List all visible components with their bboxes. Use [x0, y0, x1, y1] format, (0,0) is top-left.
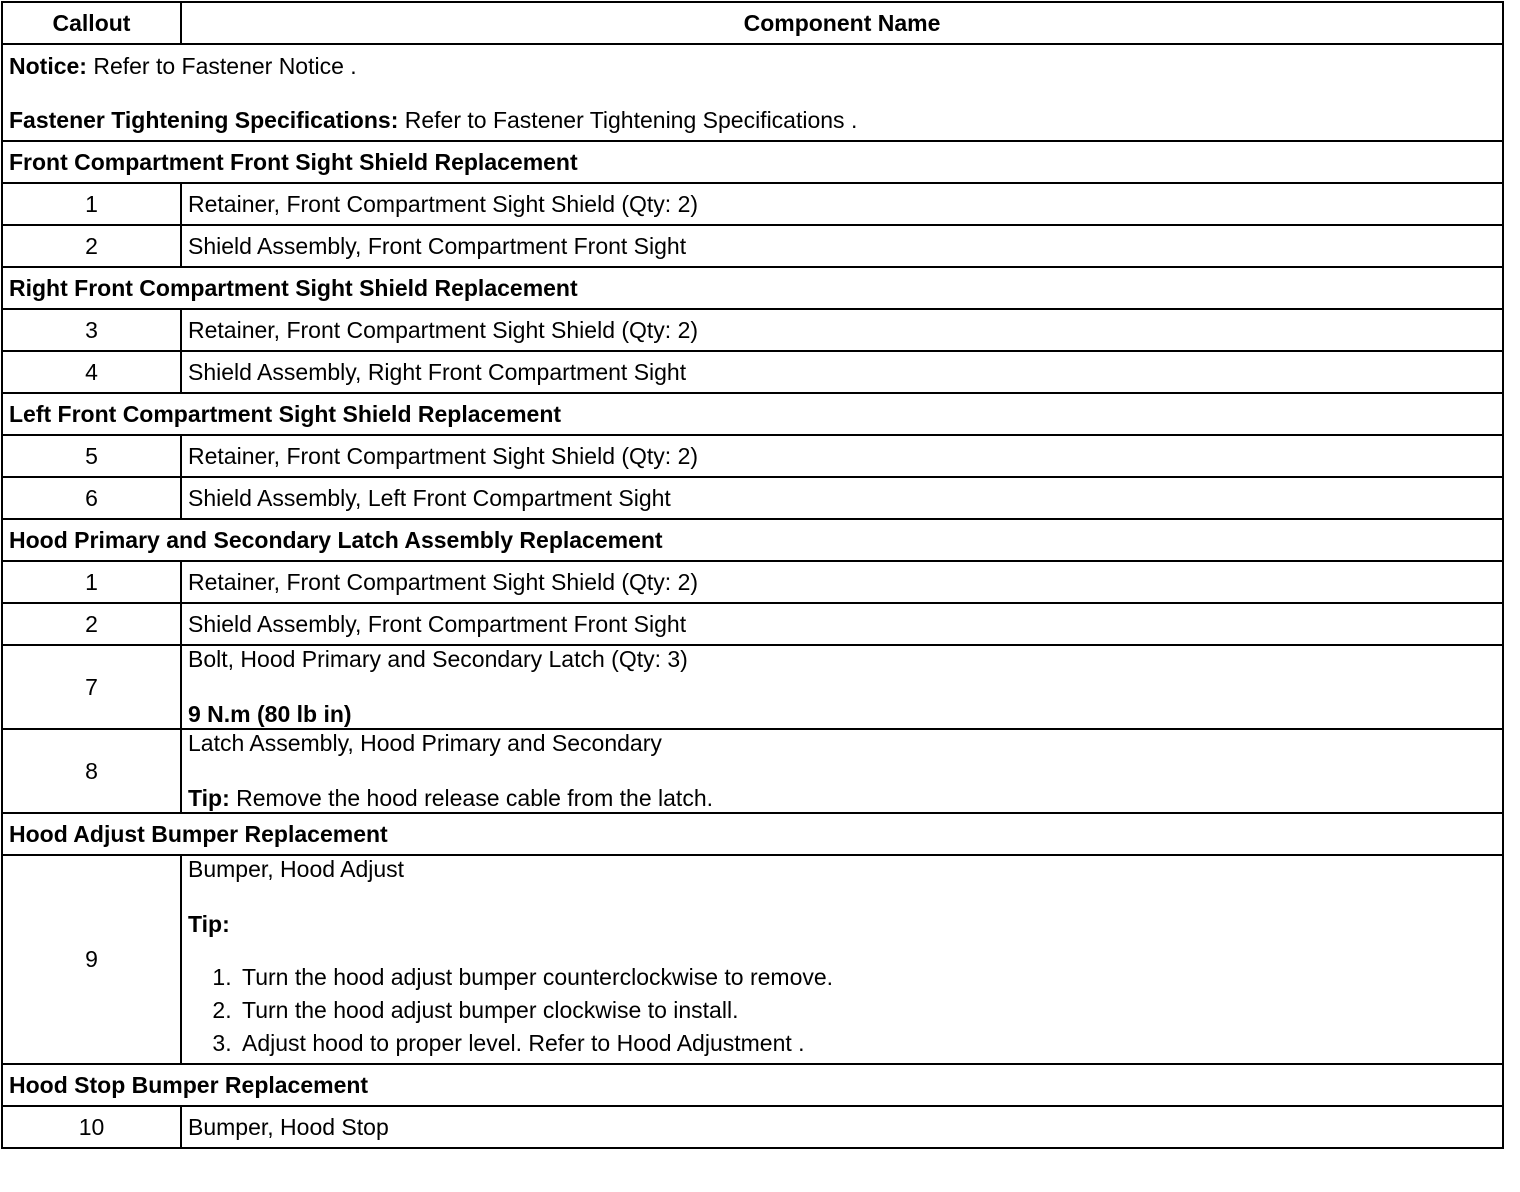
section-title: Front Compartment Front Sight Shield Replacement [2, 141, 1503, 183]
tip-steps [188, 964, 1496, 1057]
table-row [2, 729, 1503, 813]
component-cell: Retainer, Front Compartment Sight Shield (Qty: 2) [181, 435, 1503, 477]
notice-label: Notice: [9, 53, 87, 79]
component-cell: Shield Assembly, Right Front Compartment Sight [181, 351, 1503, 393]
component-cell: Shield Assembly, Left Front Compartment Sight [181, 477, 1503, 519]
section-header [2, 141, 1503, 183]
table-row [2, 351, 1503, 393]
callout-cell: 2 [2, 603, 181, 645]
torque-spec: 9 N.m (80 lb in) [188, 701, 352, 727]
notice-cell [2, 44, 1503, 141]
callout-cell: 8 [2, 729, 181, 813]
section-header [2, 519, 1503, 561]
callout-cell: 10 [2, 1106, 181, 1148]
section-title: Hood Primary and Secondary Latch Assembly Replacement [2, 519, 1503, 561]
component-cell: Retainer, Front Compartment Sight Shield (Qty: 2) [181, 309, 1503, 351]
tip-line [188, 785, 1496, 812]
callout-cell: 4 [2, 351, 181, 393]
table-row [2, 225, 1503, 267]
callout-cell: 2 [2, 225, 181, 267]
tip-label: Tip: [188, 785, 230, 811]
section-title: Hood Stop Bumper Replacement [2, 1064, 1503, 1106]
component-cell: Bumper, Hood Stop [181, 1106, 1503, 1148]
component-name-header: Component Name [181, 2, 1503, 44]
callout-cell: 1 [2, 183, 181, 225]
component-name: Bolt, Hood Primary and Secondary Latch (Qty: 3) [188, 646, 688, 672]
notice-text: Refer to Fastener Notice . [86, 53, 357, 79]
section-header [2, 393, 1503, 435]
table-row [2, 183, 1503, 225]
notice-row [2, 44, 1503, 141]
table-row [2, 435, 1503, 477]
callout-header: Callout [2, 2, 181, 44]
table-row [2, 855, 1503, 1064]
section-header [2, 1064, 1503, 1106]
section-title: Hood Adjust Bumper Replacement [2, 813, 1503, 855]
callout-cell: 9 [2, 855, 181, 1064]
component-table [1, 1, 1504, 1149]
component-name: Bumper, Hood Adjust [188, 856, 405, 882]
section-title: Left Front Compartment Sight Shield Replacement [2, 393, 1503, 435]
spec-text: Refer to Fastener Tightening Specifications . [398, 107, 858, 133]
component-cell: Shield Assembly, Front Compartment Front Sight [181, 603, 1503, 645]
component-cell [181, 645, 1503, 729]
component-cell [181, 729, 1503, 813]
component-cell [181, 855, 1503, 1064]
component-name: Latch Assembly, Hood Primary and Secondary [188, 730, 662, 756]
callout-cell: 3 [2, 309, 181, 351]
component-cell: Retainer, Front Compartment Sight Shield (Qty: 2) [181, 183, 1503, 225]
notice-line [9, 53, 1496, 80]
section-header [2, 813, 1503, 855]
section-header [2, 267, 1503, 309]
callout-cell: 6 [2, 477, 181, 519]
tip-step: 1. Turn the hood adjust bumper counterclockwise to remove. [238, 964, 1496, 991]
tip-step: 3. Adjust hood to proper level. Refer to Hood Adjustment . [238, 1030, 1496, 1057]
callout-cell: 7 [2, 645, 181, 729]
table-row [2, 309, 1503, 351]
table-row [2, 561, 1503, 603]
callout-cell: 1 [2, 561, 181, 603]
callout-cell: 5 [2, 435, 181, 477]
component-cell: Shield Assembly, Front Compartment Front Sight [181, 225, 1503, 267]
table-row [2, 645, 1503, 729]
section-title: Right Front Compartment Sight Shield Replacement [2, 267, 1503, 309]
table-row [2, 1106, 1503, 1148]
spec-line [9, 107, 1496, 134]
header-row [2, 2, 1503, 44]
spec-label: Fastener Tightening Specifications: [9, 107, 399, 133]
tip-text: Remove the hood release cable from the latch. [229, 785, 714, 811]
table-row [2, 603, 1503, 645]
component-cell: Retainer, Front Compartment Sight Shield (Qty: 2) [181, 561, 1503, 603]
table-row [2, 477, 1503, 519]
tip-label: Tip: [188, 911, 230, 937]
tip-step: 2. Turn the hood adjust bumper clockwise to install. [238, 997, 1496, 1024]
